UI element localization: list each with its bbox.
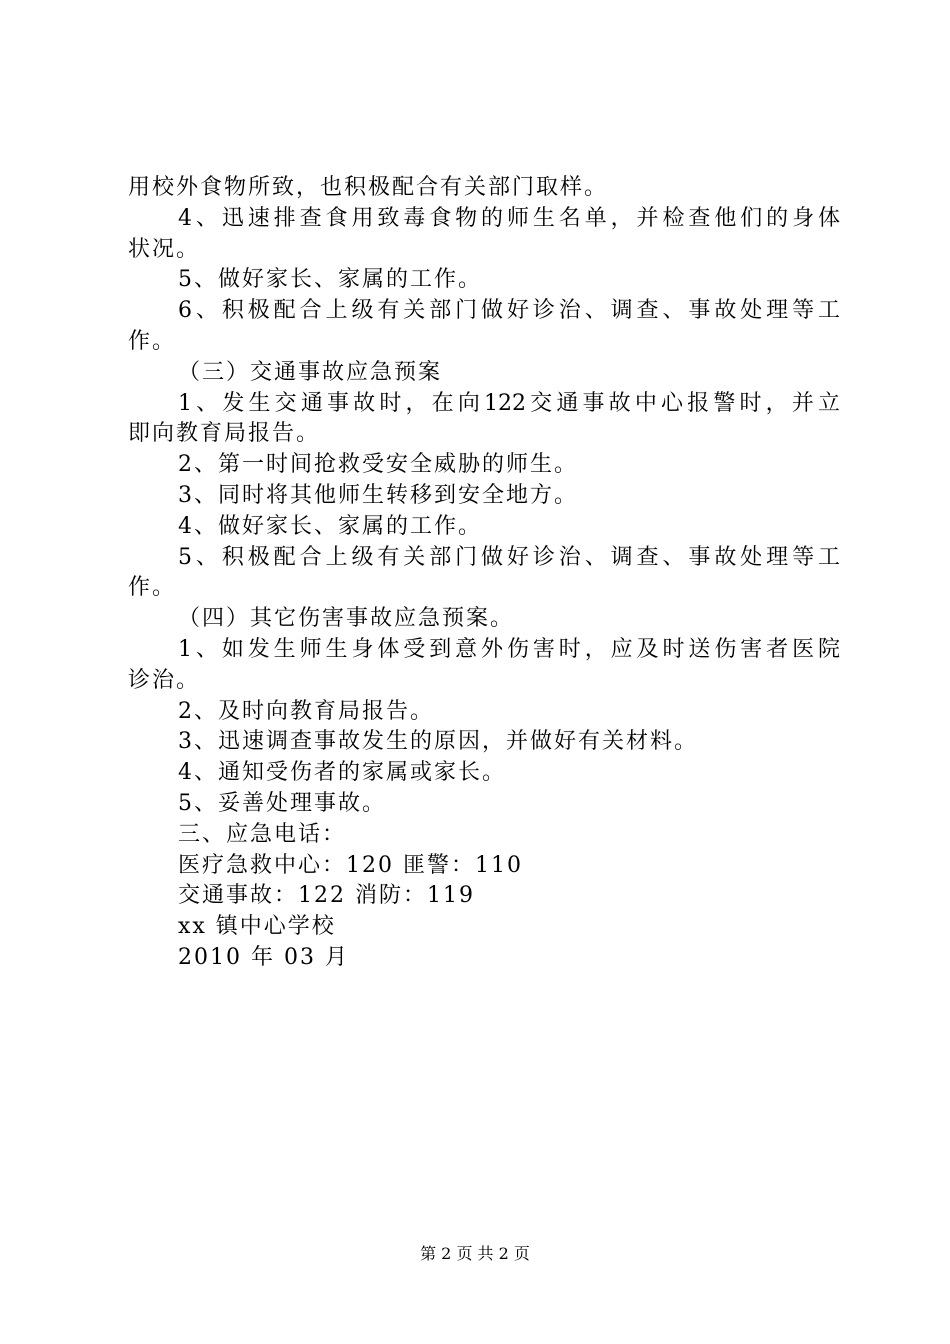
text-line: 6、积极配合上级有关部门做好诊治、调查、事故处理等工 [178, 298, 840, 324]
signature-organization: xx 镇中心学校 [178, 914, 336, 940]
text-line: 医疗急救中心：120 匪警：110 [178, 852, 523, 878]
text-line: 即向教育局报告。 [128, 421, 321, 447]
signature-date: 2010 年 03 月 [178, 944, 349, 970]
text-line: 4、做好家长、家属的工作。 [178, 513, 482, 539]
text-line: 作。 [128, 575, 177, 601]
text-line: 作。 [128, 328, 177, 354]
text-line: 5、做好家长、家属的工作。 [178, 267, 482, 293]
text-line: 诊治。 [128, 667, 201, 693]
text-line: 用校外食物所致，也积极配合有关部门取样。 [128, 175, 609, 200]
text-line: 状况。 [128, 236, 201, 262]
section-heading: （三）交通事故应急预案 [178, 359, 443, 385]
page-footer: 第 2 页 共 2 页 [420, 1244, 530, 1263]
text-line: 4、通知受伤者的家属或家长。 [178, 760, 506, 786]
text-line: 1、发生交通事故时，在向122交通事故中心报警时，并立 [178, 390, 840, 416]
text-line: 2、及时向教育局报告。 [178, 698, 434, 724]
text-line: 5、妥善处理事故。 [178, 790, 386, 816]
section-heading: （四）其它伤害事故应急预案。 [178, 606, 515, 632]
text-line: 3、迅速调查事故发生的原因，并做好有关材料。 [178, 729, 698, 755]
text-line: 4、迅速排查食用致毒食物的师生名单，并检查他们的身体 [178, 205, 840, 231]
section-heading: 三、应急电话： [178, 821, 347, 847]
text-line: 交通事故：122 消防：119 [178, 883, 475, 909]
text-line: 5、积极配合上级有关部门做好诊治、调查、事故处理等工 [178, 544, 840, 570]
text-line: 3、同时将其他师生转移到安全地方。 [178, 482, 578, 508]
text-line: 2、第一时间抢救受安全威胁的师生。 [178, 452, 578, 478]
document-body [128, 173, 840, 974]
text-line: 1、如发生师生身体受到意外伤害时，应及时送伤害者医院 [178, 636, 840, 662]
